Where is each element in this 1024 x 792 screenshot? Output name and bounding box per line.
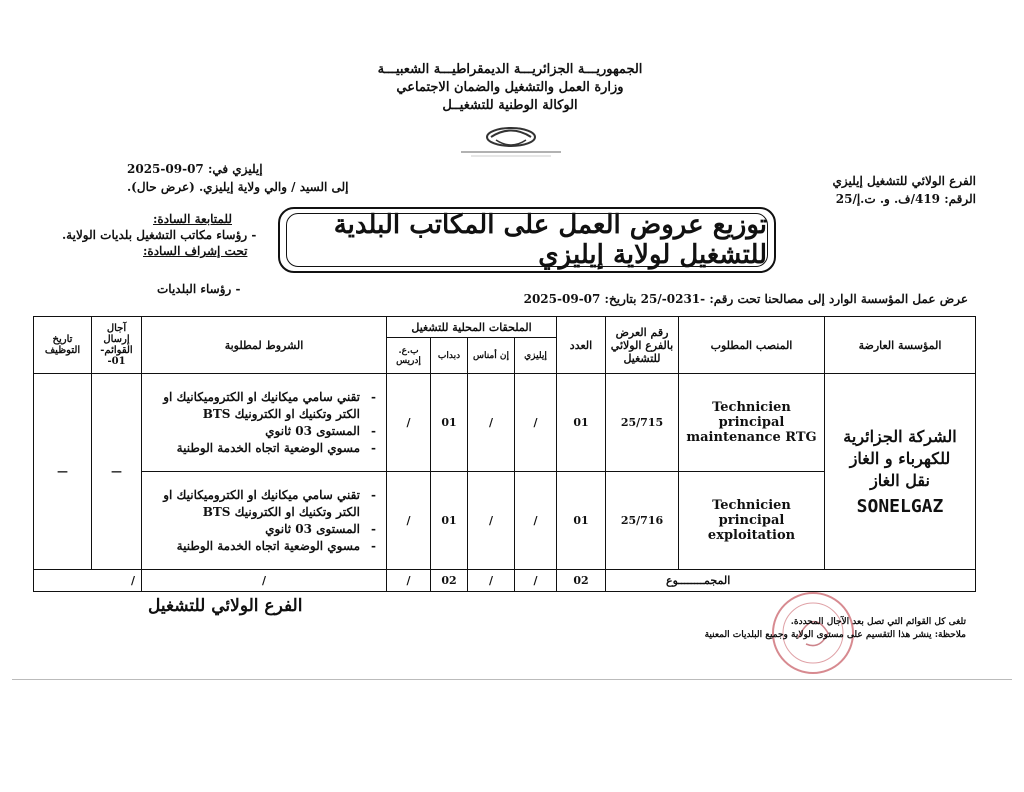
condition-item: - تقني سامي ميكانيك او الكتروميكانيك او الكتر وتكنيك او الكترونيك BTS bbox=[146, 487, 360, 521]
company-cell bbox=[825, 374, 976, 570]
conditions-cell bbox=[142, 374, 387, 472]
supervision-label: تحت إشراف السادة: bbox=[143, 244, 248, 258]
in-amenas-cell: / bbox=[468, 374, 515, 472]
condition-item: - المستوى 03 ثانوي bbox=[146, 423, 360, 440]
condition-item: - المستوى 03 ثانوي bbox=[146, 521, 360, 538]
signature-title: الفرع الولائي للتشغيل bbox=[148, 596, 303, 616]
header-in-amenas: إن أمناس bbox=[468, 338, 515, 374]
debdeb-cell: 01 bbox=[431, 374, 468, 472]
company-name-line: نقل الغاز bbox=[870, 470, 930, 490]
offers-table bbox=[33, 316, 976, 592]
total-illizi: / bbox=[515, 570, 557, 592]
header-conditions: الشروط لمطلوبة bbox=[142, 317, 387, 374]
bordj-cell: / bbox=[387, 472, 431, 570]
conditions-cell bbox=[142, 472, 387, 570]
company-name-line: الشركة الجزائرية bbox=[843, 426, 957, 446]
title-frame bbox=[278, 207, 776, 273]
header-deadline: آجال إرسال القوائم- 01- bbox=[92, 317, 142, 374]
offer-line: عرض عمل المؤسسة الوارد إلى مصالحنا تحت رقم: -0231-/25 بتاريخ: 07-09-2025 bbox=[523, 292, 968, 306]
total-debdeb: 02 bbox=[431, 570, 468, 592]
header-local-annex: الملحقات المحلية للتشغيل bbox=[387, 317, 557, 338]
company-name-line: للكهرباء و الغاز bbox=[849, 448, 951, 468]
total-label: المجمــــــــوع bbox=[606, 570, 976, 592]
total-count: 02 bbox=[557, 570, 606, 592]
hiring-date-cell: — bbox=[34, 374, 92, 570]
agency-logo-icon bbox=[436, 122, 586, 162]
company-brand: SONELGAZ bbox=[856, 495, 944, 517]
follow-item: - رؤساء مكاتب التشغيل بلديات الولاية. bbox=[62, 228, 257, 242]
header-hiring-date: تاريخ التوظيف bbox=[34, 317, 92, 374]
total-in-amenas: / bbox=[468, 570, 515, 592]
position-cell: Technicien principal exploitation bbox=[679, 472, 825, 570]
condition-item: - تقني سامي ميكانيك او الكتروميكانيك او الكتر وتكنيك او الكترونيك BTS bbox=[146, 389, 360, 423]
header-position: المنصب المطلوب bbox=[679, 317, 825, 374]
note-line-2: ملاحظة: ينشر هذا التقسيم على مستوى الولاية وجميع البلديات المعنية bbox=[704, 630, 966, 640]
document-title: توزيع عروض العمل على المكاتب البلدية للتشغيل لولاية إيليزي bbox=[286, 213, 768, 267]
header-illizi: إيليزي bbox=[515, 338, 557, 374]
recipient-line: إلى السيد / والي ولاية إيليزي. (عرض حال). bbox=[127, 180, 349, 194]
in-amenas-cell: / bbox=[468, 472, 515, 570]
offer-number-cell: 25/716 bbox=[606, 472, 679, 570]
supervision-item: - رؤساء البلديات bbox=[157, 282, 241, 296]
header-republic: الجمهوريـــة الجزائريـــة الديمقراطيـــة الشعبيـــة bbox=[377, 62, 643, 77]
date-line: إيليزي في: 07-09-2025 bbox=[127, 162, 263, 176]
condition-item: - مسوي الوضعية اتجاه الخدمة الوطنية bbox=[146, 440, 360, 457]
condition-item: - مسوي الوضعية اتجاه الخدمة الوطنية bbox=[146, 538, 360, 555]
follow-label: للمتابعة السادة: bbox=[153, 212, 232, 226]
reference-number: الرقم: 419/ف. و. ت.إ/25 bbox=[835, 192, 976, 206]
position-cell: Technicien principal maintenance RTG bbox=[679, 374, 825, 472]
total-bordj: / bbox=[387, 570, 431, 592]
bordj-cell: / bbox=[387, 374, 431, 472]
header-offer-number: رقم العرض بالفرع الولائي للتشغيل bbox=[606, 317, 679, 374]
header-debdeb: دبداب bbox=[431, 338, 468, 374]
count-cell: 01 bbox=[557, 374, 606, 472]
illizi-cell: / bbox=[515, 374, 557, 472]
total-conditions: / bbox=[142, 570, 387, 592]
header-bordj: ب.ع. إدريس bbox=[387, 338, 431, 374]
page-divider bbox=[12, 679, 1012, 680]
illizi-cell: / bbox=[515, 472, 557, 570]
branch-name: الفرع الولائي للتشغيل إيليزي bbox=[832, 174, 976, 188]
debdeb-cell: 01 bbox=[431, 472, 468, 570]
deadline-cell: — bbox=[92, 374, 142, 570]
header-ministry: وزارة العمل والتشغيل والضمان الاجتماعي bbox=[396, 80, 624, 95]
total-deadline-hiring: / bbox=[34, 570, 142, 592]
note-line-1: تلغى كل القوائم التي تصل بعد الآجال المحددة. bbox=[790, 617, 966, 627]
header-company: المؤسسة العارضة bbox=[825, 317, 976, 374]
header-agency: الوكالة الوطنية للتشغيــل bbox=[442, 98, 578, 113]
header-count: العدد bbox=[557, 317, 606, 374]
count-cell: 01 bbox=[557, 472, 606, 570]
offer-number-cell: 25/715 bbox=[606, 374, 679, 472]
